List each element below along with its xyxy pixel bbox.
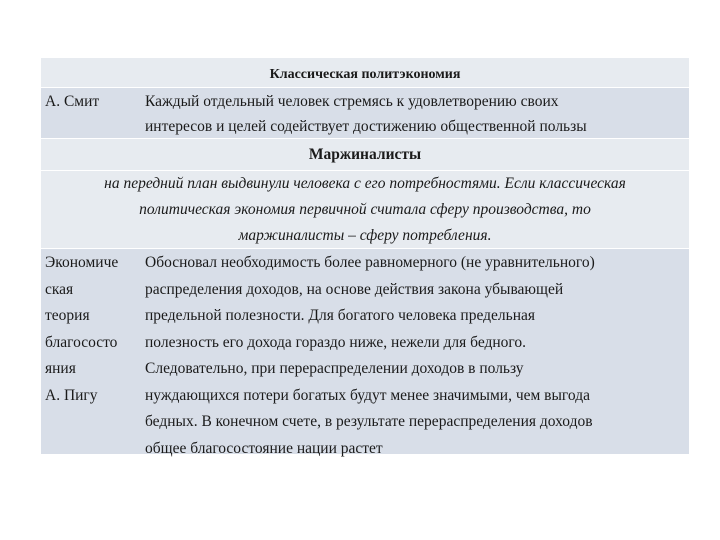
table-header-row bbox=[41, 58, 689, 88]
pigou-text-line: бедных. В конечном счете, в результате перераспределения доходов bbox=[145, 413, 593, 430]
marginalists-heading-row bbox=[41, 139, 689, 171]
pigou-description bbox=[141, 250, 689, 457]
pigou-name-line: теория bbox=[45, 307, 90, 324]
smith-name: А. Смит bbox=[45, 93, 100, 110]
pigou-name-line: А. Пигу bbox=[45, 386, 98, 404]
pigou-name-line: ская bbox=[45, 280, 74, 298]
table-title: Классическая политэкономия bbox=[269, 67, 461, 82]
marginalists-description bbox=[41, 171, 689, 248]
marginalists-text-row bbox=[41, 171, 689, 249]
pigou-name-line: яния bbox=[45, 360, 76, 377]
pigou-name bbox=[41, 250, 141, 454]
pigou-text-line: Следовательно, при перераспределении доходов в пользу bbox=[145, 360, 524, 377]
marginalists-text-line: политическая экономия первичной считала сферу производства, то bbox=[139, 201, 591, 218]
pigou-name-line: благососто bbox=[45, 333, 118, 351]
pigou-name-line: Экономиче bbox=[45, 254, 119, 271]
pigou-text-line: полезность его дохода гораздо ниже, нежели для бедного. bbox=[145, 333, 527, 351]
marginalists-text-line: маржиналисты – сферу потребления. bbox=[238, 227, 492, 244]
pigou-text-line: предельной полезности. Для богатого человека предельная bbox=[145, 307, 536, 324]
smith-text-line: Каждый отдельный человек стремясь к удовлетворению своих bbox=[145, 93, 559, 110]
pigou-text-line: Обосновал необходимость более равномерного (не уравнительного) bbox=[145, 254, 595, 271]
table-row-pigou bbox=[41, 249, 689, 455]
smith-text-line: интересов и целей содействует достижению общественной пользы bbox=[145, 118, 587, 135]
table-row-smith bbox=[41, 88, 689, 139]
pigou-text-line: нуждающихся потери богатых будут менее значимыми, чем выгода bbox=[145, 386, 590, 404]
pigou-text-line: общее благосостояние нации растет bbox=[145, 439, 383, 457]
marginalists-text-line: на передний план выдвинули человека с его потребностями. Если классическая bbox=[104, 175, 626, 192]
pigou-text-line: распределения доходов, на основе действия закона убывающей bbox=[145, 280, 564, 298]
marginalists-heading: Маржиналисты bbox=[308, 146, 422, 163]
smith-description bbox=[141, 89, 689, 138]
comparison-table bbox=[41, 58, 689, 455]
